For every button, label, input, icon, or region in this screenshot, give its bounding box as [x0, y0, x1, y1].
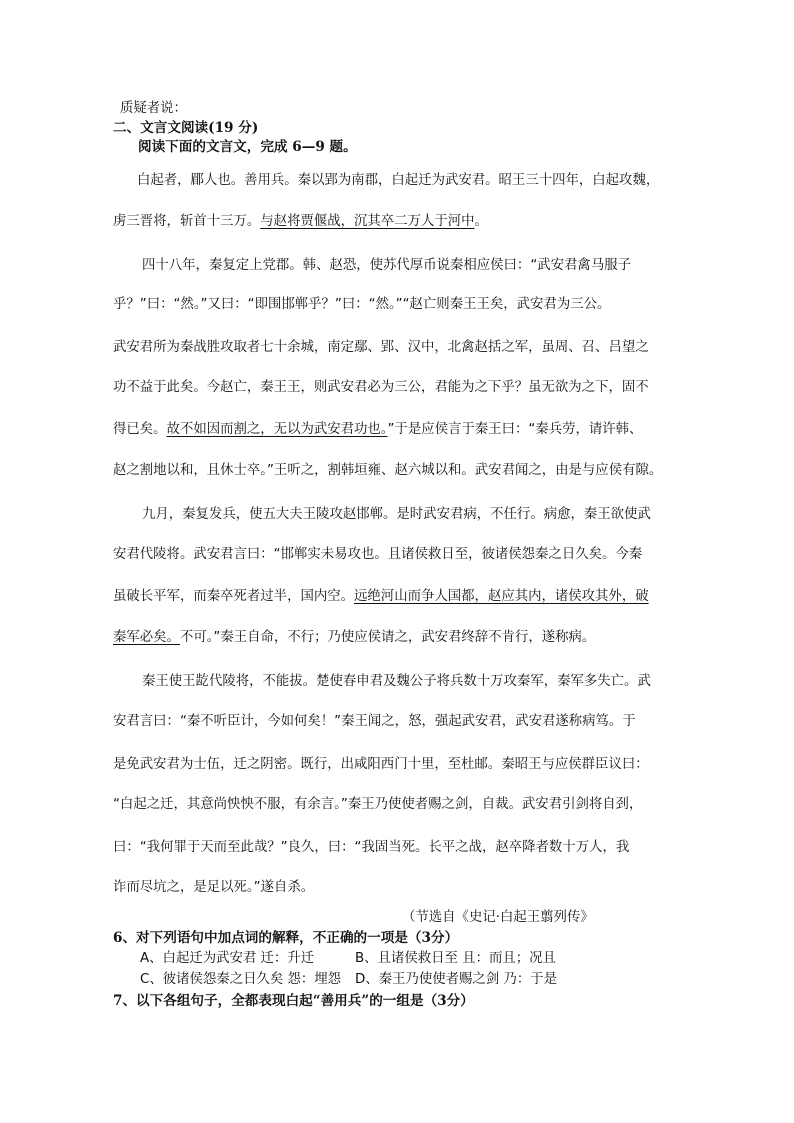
question-6-option-d: D、秦王乃使使者赐之剑 乃：于是: [355, 972, 558, 987]
passage-line: [113, 421, 642, 439]
passage-line: 是免武安君为士伍，迁之阴密。既行，出咸阳西门十里，至杜邮。秦昭王与应侯群臣议曰：: [113, 757, 649, 772]
underlined-sentence: 与赵将贾偃战，沉其卒二万人于河中: [260, 214, 475, 229]
passage-line: “白起之迁，其意尚怏怏不服，有余言。”秦王乃使使者赐之剑，自裁。武安君引剑将自刭，: [113, 797, 643, 812]
text-segment: 。: [474, 214, 488, 229]
text-segment: 虏三晋将，斩首十三万。: [113, 214, 261, 229]
passage-line: 功不益于此矣。今赵亡，秦王王，则武安君必为三公，君能为之下乎？虽无欲为之下，固不: [113, 380, 649, 395]
source-citation: （节选自《史记·白起王翦列传》: [402, 910, 594, 925]
passage-line: 四十八年，秦复定上党郡。韩、赵恐，使苏代厚币说秦相应侯曰：“武安君禽马服子: [142, 258, 631, 273]
passage-line: 乎？”曰：“然。”又曰：“即围邯郸乎？”曰：“然。”“赵亡则秦王王矣，武安君为三公。: [113, 297, 611, 312]
passage-line: [113, 213, 488, 231]
passage-line: 赵之割地以和，且休士卒。”王听之，割韩垣雍、赵六城以和。武安君闻之，由是与应侯有隙。: [113, 463, 663, 478]
question-6-stem: 6、对下列语句中加点词的解释，不正确的一项是（3分）: [113, 930, 459, 946]
instruction: 阅读下面的文言文，完成 6—9 题。: [138, 139, 357, 155]
underlined-sentence: 远绝河山而争人国都，赵应其内，诸侯攻其外，破: [354, 589, 649, 604]
passage-line: 曰：“我何罪于天而至此哉？”良久，曰：“我固当死。长平之战，赵卒降者数十万人，我: [113, 840, 630, 855]
header-note: 质疑者说：: [120, 101, 187, 116]
question-6-option-c: C、彼诸侯怨秦之日久矣 怨：埋怨: [140, 972, 342, 987]
text-segment: 得已矣。: [113, 422, 167, 437]
passage-line: 诈而尽坑之，是足以死。”遂自杀。: [113, 880, 315, 895]
passage-line: 安君代陵将。武安君言曰：“邯郸实未易攻也。且诸侯救日至，彼诸侯怨秦之日久矣。今秦: [113, 547, 643, 562]
question-6-option-b: B、且诸侯救日至 且：而且；况且: [355, 951, 556, 966]
passage-line: 武安君所为秦战胜攻取者七十余城，南定鄢、郢、汉中，北禽赵括之军，虽周、召、吕望之: [113, 340, 649, 355]
underlined-sentence: 故不如因而割之，无以为武安君功也。: [166, 422, 388, 437]
passage-line: 白起者，郿人也。善用兵。秦以郢为南郡，白起迁为武安君。昭王三十四年，白起攻魏，: [137, 173, 660, 188]
passage-line: 九月，秦复发兵，使五大夫王陵攻赵邯郸。是时武安君病，不任行。病愈，秦王欲使武: [142, 507, 651, 522]
passage-line: [113, 588, 649, 606]
passage-line: 秦王使王龁代陵将，不能拔。楚使春申君及魏公子将兵数十万攻秦军，秦军多失亡。武: [142, 674, 651, 689]
section-heading: 二、文言文阅读(19 分): [113, 120, 259, 136]
passage-line: [113, 629, 595, 647]
question-6-option-a: A、白起迁为武安君 迁：升迁: [140, 951, 315, 966]
text-segment: 虽破长平军，而秦卒死者过半，国内空。: [113, 589, 355, 604]
passage-line: 安君言曰：“秦不听臣计，今如何矣！”秦王闻之，怒，强起武安君，武安君遂称病笃。于: [113, 714, 636, 729]
text-segment: ”于是应侯言于秦王曰：“秦兵劳，请许韩、: [387, 422, 643, 437]
underlined-sentence: 秦军必矣。: [113, 630, 180, 645]
text-segment: 不可。”秦王自命，不行；乃使应侯请之，武安君终辞不肯行，遂称病。: [179, 630, 596, 645]
question-7-stem: 7、以下各组句子，全都表现白起“善用兵”的一组是（3分）: [113, 993, 474, 1009]
